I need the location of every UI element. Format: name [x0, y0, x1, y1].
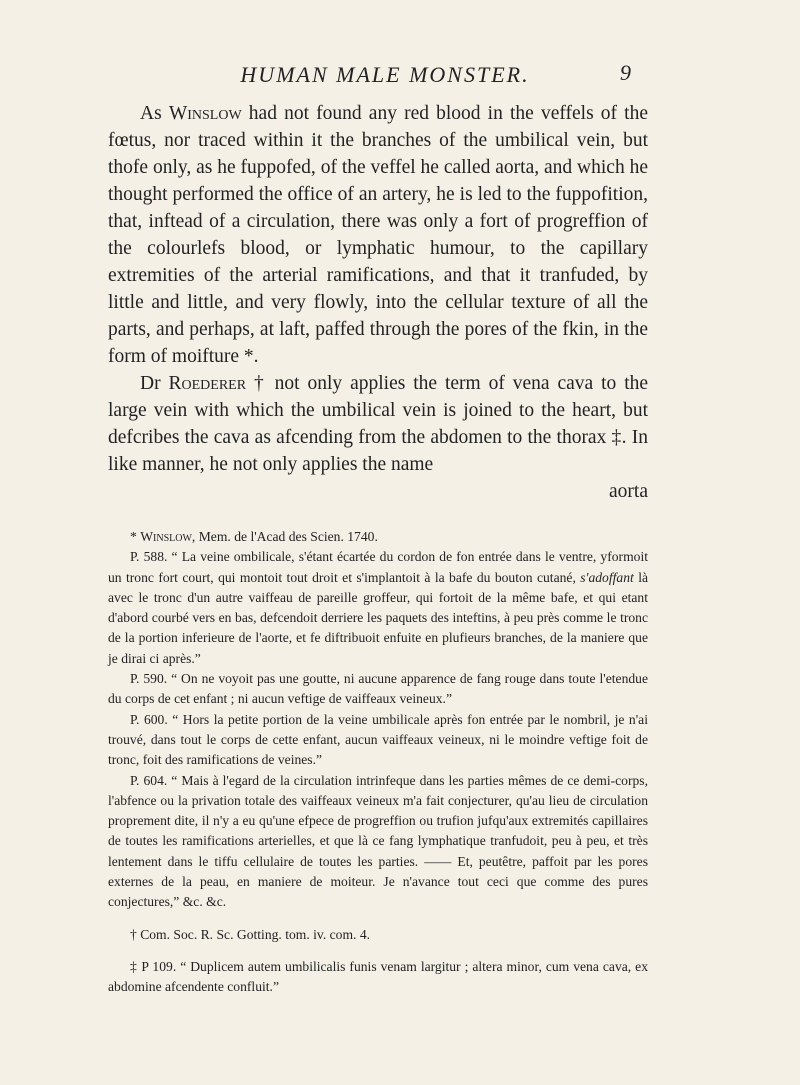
author-name-winslow: Winslow: [168, 103, 242, 124]
footnotes: [108, 527, 648, 998]
author-name-roederer: Roederer: [168, 373, 247, 394]
running-head: HUMAN MALE MONSTER.: [240, 62, 530, 87]
footnote-1-ref: [108, 527, 648, 547]
footnote-3: ‡ P 109. “ Duplicem autem umbilicalis funis venam largitur ; altera minor, cum vena cava, ex abdomine afcendente confluit.”: [108, 958, 648, 995]
page-number: 9: [620, 60, 631, 85]
footnote-1-p588: [108, 547, 648, 669]
footnote-1-p604: P. 604. “ Mais à l'egard de la circulation intrinfeque dans les parties mêmes de ce demi-corps, l'abfence ou la privation totale des vaiffeaux veineux m'a fait conjecturer, qu'au lieu de circulation proprement dite, il n'y a eu qu'une efpece de progreffion ou trufion jufqu'aux extremités capillaires de toutes les ramifications arterielles, et que là ce fang lymphatique tranfudoit, peu à peu, et très lentement dans le tiffu cellulaire de toutes les parties. —— Et, peutêtre, paffoit par les pores externes de la peau, en maniere de moiteur. Je n'avance tout ceci que comme des pures conjectures,” &c. &c.: [108, 772, 648, 910]
catchword: aorta: [609, 481, 648, 502]
footnote-1-p600: P. 600. “ Hors la petite portion de la veine umbilicale après fon entrée par le nombril, je n'ai trouvé, dans tout le corps de cette enfant, aucun vaiffeaux veineux, ni le moindre veftige foit de tronc, foit des ramifications de veines.”: [108, 711, 648, 768]
footnote-1-p588-rest: là avec le tronc d'un autre vaiffeau de pareille groffeur, qui fortoit de la même bafe, et qui etant d'abord courbé vers en bas, defcendoit derriere les paquets des inteftins, à peu près comme le tronc de la portion inferieure de l'aorte, et fe diftribuoit enfuite en plufieurs branches, de la maniere que je dirai ci après.”: [108, 569, 648, 666]
footnote-2: † Com. Soc. R. Sc. Gotting. tom. iv. com. 4.: [130, 926, 371, 942]
footnote-1-author: Winslow: [140, 529, 192, 544]
footnote-1-italic-word: s'adoffant: [580, 569, 634, 585]
paragraph-1-text: had not found any red blood in the veffels of the fœtus, nor traced within it the branches of the umbilical vein, but thofe only, as he fuppofed, of the veffel he called aorta, and which he thought performed the office of an artery, he is led to the fuppofition, that, inftead of a circulation, there was only a fort of progreffion of the colourlefs blood, or lymphatic humour, to the capillary extremities of the arterial ramifications, and that it tranfuded, by little and little, and very flowly, into the cellular texture of all the parts, and perhaps, at laft, paffed through the pores of the fkin, in the form of moifture *.: [108, 103, 648, 367]
main-text: [108, 100, 648, 505]
footnote-1-mark: *: [130, 529, 137, 544]
footnote-1-p590: P. 590. “ On ne voyoit pas une goutte, ni aucune apparence de fang rouge dans toute l'etendue du corps de cet enfant ; ni aucun veftige de vaiffeaux veineux.”: [108, 671, 648, 707]
footnote-1-source: , Mem. de l'Acad des Scien. 1740.: [191, 529, 378, 544]
title-dr: Dr: [140, 373, 161, 394]
footnote-1-p588-text: P. 588. “ La veine ombilicale, s'étant écartée du cordon de fon entrée dans le ventre, yformoit un tronc fort court, qui montoit tout droit et s'implantoit à la bafe du bouton cutané,: [108, 549, 648, 585]
paragraph-1: As Winslow had not found any red blood in the veffels of the fœtus, nor traced within it the branches of the umbilical vein, but thofe only, as he fuppofed, of the veffel he called aorta, and which he thought performed the office of an artery, he is led to the fuppofition, that, inftead of a circulation, there was only a fort of progreffion of the colourlefs blood, or lymphatic humour, to the capillary extremities of the arterial ramifications, and that it tranfuded, by little and little, and very flowly, into the cellular texture of all the parts, and perhaps, at laft, paffed through the pores of the fkin, in the form of moifture *.: [108, 103, 648, 367]
paragraph-2: [108, 370, 648, 478]
paragraph-2-text: † not only applies the term of vena cava to the large vein with which the umbilical vein is joined to the heart, but defcribes the cava as afcending from the abdomen to the thorax ‡. In like manner, he not only applies the name: [108, 373, 649, 475]
